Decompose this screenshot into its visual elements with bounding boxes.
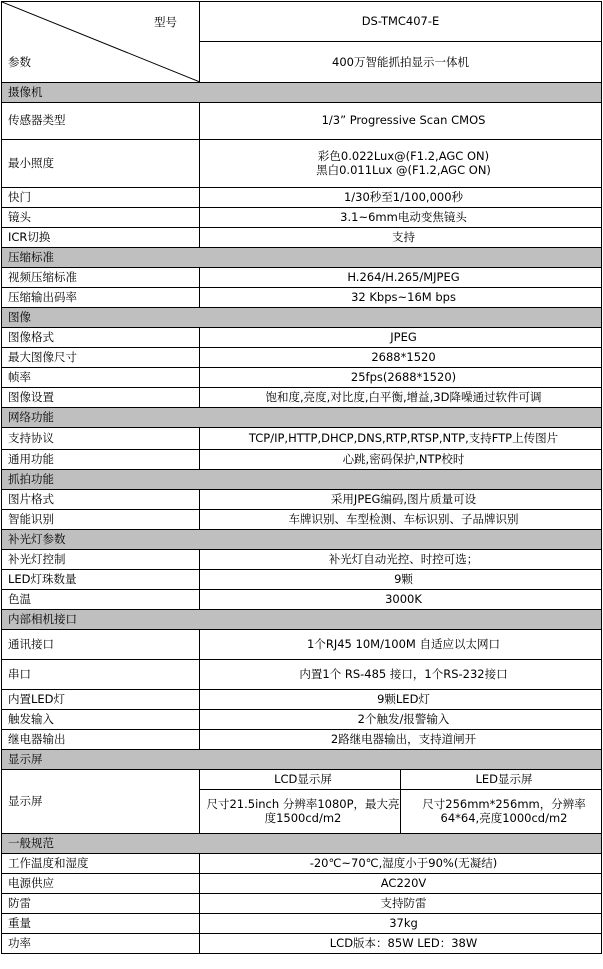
table-row	[2, 288, 602, 308]
table-row	[2, 660, 602, 690]
table-row	[2, 510, 602, 530]
table-row	[2, 268, 602, 288]
display-header-row	[2, 770, 602, 790]
row-label: 内置LED灯	[2, 690, 200, 710]
header-diagonal-cell	[2, 2, 200, 83]
row-label: 镜头	[2, 208, 200, 228]
row-label: 防雷	[2, 894, 200, 914]
row-value: 内置1个 RS-485 接口，1个RS-232接口	[200, 660, 602, 690]
table-row	[2, 228, 602, 248]
row-label: 图片格式	[2, 490, 200, 510]
row-value: 3000K	[200, 590, 602, 610]
row-value: -20℃~70℃,湿度小于90%(无凝结)	[200, 854, 602, 874]
row-value: 采用JPEG编码,图片质量可设	[200, 490, 602, 510]
row-value: 9颗	[200, 570, 602, 590]
row-value: 25fps(2688*1520)	[200, 368, 602, 388]
row-value: LCD版本：85W LED：38W	[200, 934, 602, 954]
table-row	[2, 730, 602, 750]
row-value: JPEG	[200, 328, 602, 348]
diagonal-line	[2, 2, 200, 82]
table-row	[2, 208, 602, 228]
model-value: DS-TMC407-E	[200, 2, 601, 42]
row-label: 智能识别	[2, 510, 200, 530]
row-value: 1个RJ45 10M/100M 自适应以太网口	[200, 630, 602, 660]
lcd-spec-line-1: 尺寸21.5inch 分辨率1080P，最大亮	[206, 797, 400, 812]
row-value: 支持防雷	[200, 894, 602, 914]
row-value: 37kg	[200, 914, 602, 934]
led-title: LED显示屏	[401, 770, 602, 790]
row-value: 2个触发/报警输入	[200, 710, 602, 730]
table-row	[2, 550, 602, 570]
lcd-spec	[200, 790, 401, 834]
table-row	[2, 690, 602, 710]
row-label: 传感器类型	[2, 103, 200, 140]
table-row	[2, 934, 602, 954]
row-label: 压缩输出码率	[2, 288, 200, 308]
section-general: 一般规范	[2, 834, 602, 854]
row-value: 支持	[200, 228, 602, 248]
row-value: 1/30秒至1/100,000秒	[200, 188, 602, 208]
row-value: 车牌识别、车型检测、车标识别、子品牌识别	[200, 510, 602, 530]
header-values	[200, 2, 602, 83]
led-spec-line-1: 尺寸256mm*256mm，分辨率	[422, 797, 586, 812]
row-label: 补光灯控制	[2, 550, 200, 570]
table-row	[2, 348, 602, 368]
table-row	[2, 368, 602, 388]
model-label: 型号	[154, 15, 177, 29]
section-interface: 内部相机接口	[2, 610, 602, 630]
section-network: 网络功能	[2, 408, 602, 428]
row-label: 帧率	[2, 368, 200, 388]
table-row	[2, 388, 602, 408]
lcd-spec-line-2: 度1500cd/m2	[264, 810, 342, 825]
section-fill-light: 补光灯参数	[2, 530, 602, 550]
led-spec-line-2: 64*64,亮度1000cd/m2	[440, 810, 568, 825]
section-capture: 抓拍功能	[2, 470, 602, 490]
row-value	[200, 140, 602, 188]
table-row	[2, 590, 602, 610]
table-row	[2, 188, 602, 208]
table-row	[2, 630, 602, 660]
row-label: 重量	[2, 914, 200, 934]
row-label: ICR切换	[2, 228, 200, 248]
row-value: 3.1~6mm电动变焦镜头	[200, 208, 602, 228]
section-image: 图像	[2, 308, 602, 328]
lcd-title: LCD显示屏	[200, 770, 401, 790]
row-value: 饱和度,亮度,对比度,白平衡,增益,3D降噪通过软件可调	[200, 388, 602, 408]
row-label: 通用功能	[2, 450, 200, 470]
row-label: 快门	[2, 188, 200, 208]
row-value: 1/3” Progressive Scan CMOS	[200, 103, 602, 140]
header-row	[2, 2, 602, 83]
table-row	[2, 490, 602, 510]
row-label: 继电器输出	[2, 730, 200, 750]
table-row	[2, 428, 602, 450]
row-value: 心跳,密码保护,NTP校时	[200, 450, 602, 470]
row-label: 功率	[2, 934, 200, 954]
param-label: 参数	[8, 54, 31, 69]
section-display: 显示屏	[2, 750, 602, 770]
row-label: 支持协议	[2, 428, 200, 450]
row-label: 显示屏	[2, 770, 200, 834]
row-value: AC220V	[200, 874, 602, 894]
row-value: H.264/H.265/MJPEG	[200, 268, 602, 288]
row-value: 32 Kbps~16M bps	[200, 288, 602, 308]
led-spec	[401, 790, 602, 834]
device-name: 400万智能抓拍显示一体机	[332, 55, 469, 69]
row-label: LED灯珠数量	[2, 570, 200, 590]
row-label: 串口	[2, 660, 200, 690]
spec-table	[1, 1, 602, 954]
row-label: 最大图像尺寸	[2, 348, 200, 368]
row-label: 工作温度和湿度	[2, 854, 200, 874]
row-label: 电源供应	[2, 874, 200, 894]
row-value: 2688*1520	[200, 348, 602, 368]
row-value: 9颗LED灯	[200, 690, 602, 710]
row-value: TCP/IP,HTTP,DHCP,DNS,RTP,RTSP,NTP,支持FTP上传图片	[200, 428, 602, 450]
row-value: 补光灯自动光控、时控可选；	[200, 550, 602, 570]
section-camera: 摄像机	[2, 83, 602, 103]
row-label: 触发输入	[2, 710, 200, 730]
table-row	[2, 103, 602, 140]
table-row	[2, 854, 602, 874]
table-row	[2, 450, 602, 470]
row-label: 视频压缩标准	[2, 268, 200, 288]
table-row	[2, 894, 602, 914]
section-compression: 压缩标准	[2, 248, 602, 268]
row-label: 色温	[2, 590, 200, 610]
row-label: 通讯接口	[2, 630, 200, 660]
table-row	[2, 874, 602, 894]
row-label: 图像设置	[2, 388, 200, 408]
table-row	[2, 570, 602, 590]
illum-bw: 黑白0.011Lux @(F1.2,AGC ON)	[316, 162, 491, 177]
table-row	[2, 710, 602, 730]
table-row	[2, 140, 602, 188]
row-label: 最小照度	[2, 140, 200, 188]
table-row	[2, 328, 602, 348]
row-value: 2路继电器输出，支持道闸开	[200, 730, 602, 750]
row-label: 图像格式	[2, 328, 200, 348]
illum-color: 彩色0.022Lux@(F1.2,AGC ON)	[317, 149, 490, 164]
table-row	[2, 914, 602, 934]
